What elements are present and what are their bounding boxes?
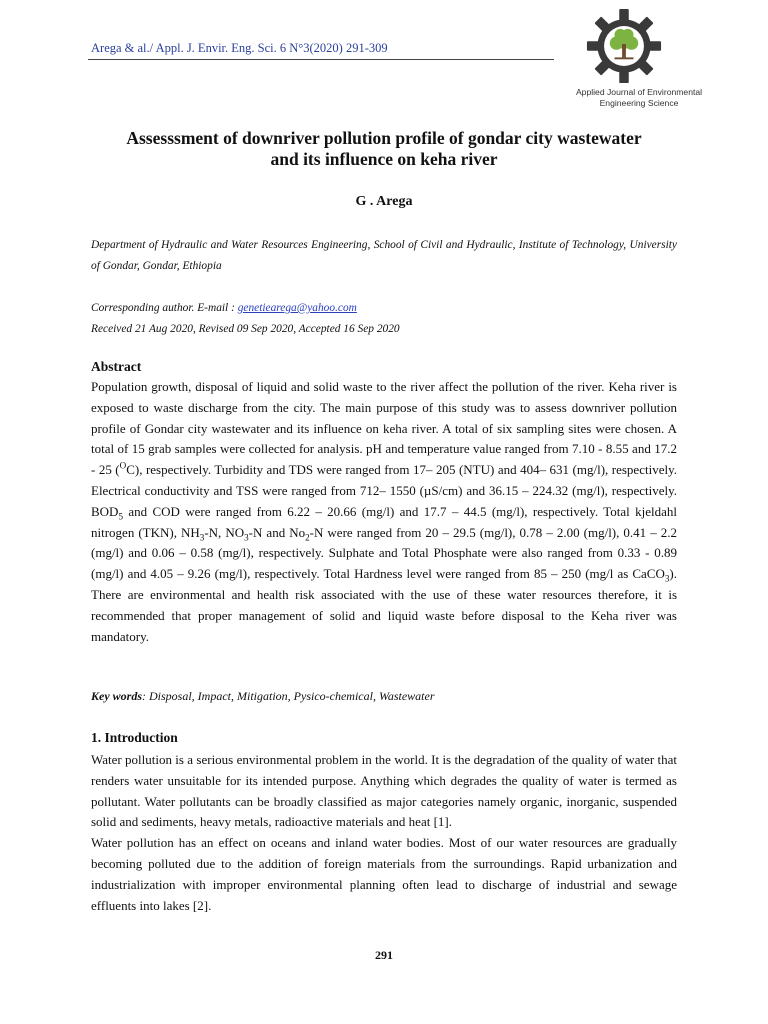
email-link[interactable]: genetiearega@yahoo.com bbox=[237, 302, 357, 314]
author-affiliation: Department of Hydraulic and Water Resources Engineering, School of Civil and Hydraulic, Institute of Technology, University of Gondar, Gondar, Ethiopia bbox=[91, 239, 677, 272]
journal-citation: Arega & al./ Appl. J. Envir. Eng. Sci. 6 N°3(2020) 291-309 bbox=[91, 41, 388, 55]
author-name: G . Arega bbox=[355, 194, 413, 209]
abstract-paragraph: Population growth, disposal of liquid and solid waste to the river affect the pollution of the river. Keha river is exposed to waste discharge from the city. The main purpose of this study was to assess downriver pollution profile of Gondar city wastewater and its influence on keha river. A total of six sampling sites were chosen. A total of 15 grab samples were collected for analysis. pH and temperature value ranged from 7.10 - 8.55 and 17.2 - 25 ($^O$C), respectively. Turbidity and TDS were ranged from 17– 205 (NTU) and 404– 631 (mg/l), respectively. Electrical conductivity and TSS were ranged from 712– 1550 (µS/cm) and 36.15 – 224.32 (mg/l), respectively. $BOD_5$ and COD were ranged from 6.22 – 20.66 (mg/l) and 17.7 – 44.5 (mg/l), respectively. Total kjeldahl nitrogen (TKN), $NH_3-N$, $NO_3-N$ and $No_2-N$ were ranged from 20 – 29.5 (mg/l), 0.78 – 2.00 (mg/l), 0.41 – 2.2 (mg/l) and 0.06 – 0.58 (mg/l), respectively. Sulphate and Total Phosphate were also ranged from 0.33 - 0.89 (mg/l) and 4.05 – 9.26 (mg/l), respectively. Total Hardness level were ranged from 85 – 250 (mg/l as CaCO$_3$). There are environmental and health risk associated with the use of these water resources therefore, it is recommended that proper management of solid and liquid waste before disposal to the Keha river was mandatory. bbox=[91, 379, 677, 644]
page-number: 291 bbox=[375, 948, 393, 962]
keywords bbox=[91, 689, 435, 704]
journal-name bbox=[560, 87, 718, 108]
paper-title bbox=[80, 128, 688, 170]
introduction-paragraph-1: Water pollution is a serious environmental problem in the world. It is the degradation of the quality of water that renders water unsuitable for its intended purpose. Anything which degrades the quality of water is termed as pollutant. Water pollutants can be broadly classified as major categories namely organic, inorganic, suspended solid and sediments, heavy metals, radioactive materials and heat [1]. bbox=[91, 752, 677, 830]
corresponding-label: Corresponding author. E-mail : bbox=[91, 302, 238, 314]
keywords-label: Key words bbox=[91, 689, 142, 703]
keywords-list: : Disposal, Impact, Mitigation, Pysico-chemical, Wastewater bbox=[142, 689, 435, 703]
introduction-paragraph-2: Water pollution has an effect on oceans and inland water bodies. Most of our water resources are gradually becoming polluted due to the addition of foreign materials from the surroundings. Rapid urbanization and industrialization with improper environmental planning often lead to discharge of industrial and sewage effluents into lakes [2]. bbox=[91, 835, 677, 913]
journal-name-line2: Engineering Science bbox=[599, 97, 679, 108]
abstract-heading: Abstract bbox=[91, 359, 142, 374]
paper-title-line1: Assesssment of downriver pollution profile of gondar city wastewater bbox=[126, 128, 642, 148]
gear-tree-logo-icon bbox=[586, 8, 662, 84]
received-dates: Received 21 Aug 2020, Revised 09 Sep 2020, Accepted 16 Sep 2020 bbox=[91, 323, 400, 335]
corresponding-author bbox=[91, 298, 357, 319]
journal-name-line1: Applied Journal of Environmental bbox=[575, 87, 703, 97]
introduction-heading: 1. Introduction bbox=[91, 730, 178, 745]
paper-title-line2: and its influence on keha river bbox=[270, 149, 498, 169]
header-divider bbox=[88, 59, 554, 60]
introduction-body bbox=[91, 750, 677, 916]
